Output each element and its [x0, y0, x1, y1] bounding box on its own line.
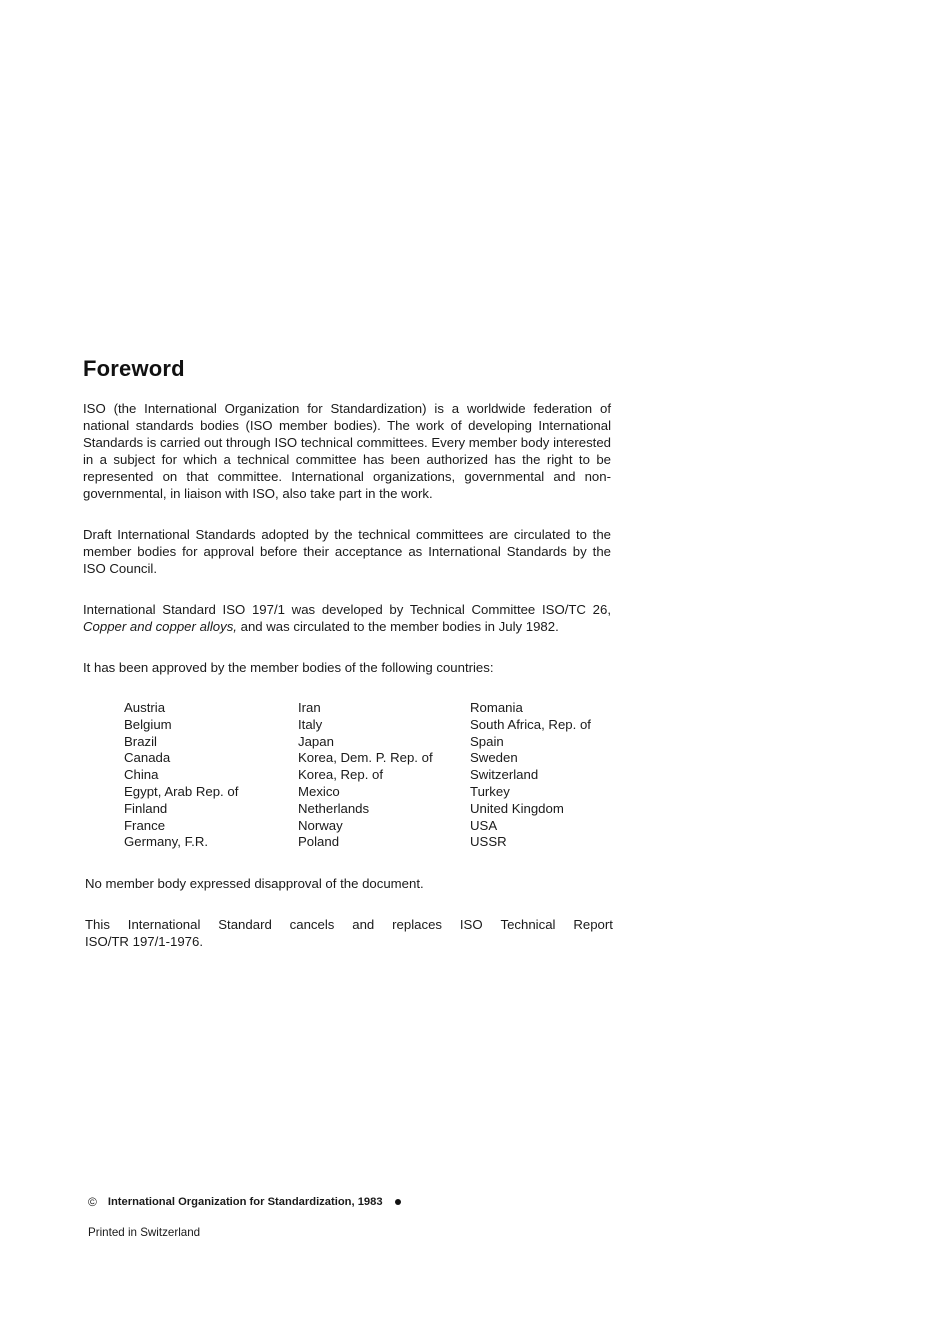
- word: Report: [573, 917, 613, 932]
- country-item: Turkey: [470, 783, 510, 799]
- word: and: [352, 917, 375, 932]
- printed-in: Printed in Switzerland: [88, 1226, 201, 1239]
- country-item: Austria: [124, 700, 166, 715]
- country-list: [124, 700, 640, 851]
- cancels-line-2: ISO/TR 197/1-1976.: [85, 934, 204, 949]
- paragraph-cancels: [85, 916, 613, 950]
- word: replaces: [392, 917, 443, 932]
- paragraph-iso-intro: ISO (the International Organization for Standardization) is a worldwide federation of national standards bodies (ISO member bodies). The work of developing International Standards is carried out through ISO technical committees. Every member body interested in a subject for which a technical committee has been authorized has the right to be represented on that committee. International organizations, governmental and non-governmental, in liaison with ISO, also take part in the work.: [83, 401, 611, 501]
- country-item: Finland: [124, 800, 168, 816]
- page-title: Foreword: [83, 356, 185, 381]
- country-item: Romania: [470, 700, 523, 715]
- word: This: [85, 917, 110, 932]
- country-item: USA: [470, 817, 498, 833]
- development-text-b: and was circulated to the member bodies in July 1982.: [236, 619, 559, 634]
- country-item: USSR: [470, 834, 507, 850]
- paragraph-draft-standards: Draft International Standards adopted by the technical committees are circulated to the member bodies for approval before their acceptance as International Standards by the ISO Council.: [83, 527, 611, 576]
- country-column-2: [298, 700, 470, 851]
- country-item: Korea, Dem. P. Rep. of: [298, 750, 433, 766]
- copyright-text: International Organization for Standardization, 1983: [107, 1196, 383, 1208]
- country-column-1: [124, 700, 298, 851]
- country-item: United Kingdom: [470, 800, 564, 816]
- country-column-3: [470, 700, 640, 851]
- country-item: South Africa, Rep. of: [470, 716, 591, 732]
- copyright-symbol: ©: [88, 1195, 97, 1209]
- bullet-dot-icon: [395, 1199, 401, 1205]
- country-item: Norway: [298, 817, 343, 833]
- country-item: Korea, Rep. of: [298, 767, 384, 783]
- country-item: Brazil: [124, 733, 157, 749]
- paragraph-no-disapproval: No member body expressed disapproval of the document.: [85, 876, 424, 891]
- country-item: China: [124, 767, 159, 783]
- country-item: Egypt, Arab Rep. of: [124, 783, 239, 799]
- copyright-line: [88, 1195, 401, 1209]
- word: International: [127, 917, 201, 932]
- cancels-line-1: [85, 916, 613, 933]
- country-item: Spain: [470, 733, 504, 749]
- country-item: Japan: [298, 733, 334, 749]
- development-text-a: International Standard ISO 197/1 was developed by Technical Committee ISO/TC 26,: [83, 602, 611, 617]
- word: ISO: [459, 917, 483, 932]
- word: Technical: [500, 917, 556, 932]
- country-item: Belgium: [124, 716, 172, 732]
- word: Standard: [218, 917, 272, 932]
- country-item: France: [124, 817, 166, 833]
- country-item: Mexico: [298, 783, 340, 799]
- country-item: Germany, F.R.: [124, 834, 209, 850]
- paragraph-development: [83, 601, 611, 635]
- word: cancels: [289, 917, 335, 932]
- country-item: Poland: [298, 834, 340, 850]
- committee-title: Copper and copper alloys,: [83, 619, 237, 634]
- country-item: Switzerland: [470, 767, 539, 783]
- country-item: Italy: [298, 716, 323, 732]
- paragraph-approval: It has been approved by the member bodies of the following countries:: [83, 660, 494, 675]
- country-item: Sweden: [470, 750, 518, 766]
- country-item: Netherlands: [298, 800, 370, 816]
- country-item: Iran: [298, 700, 321, 715]
- country-item: Canada: [124, 750, 171, 766]
